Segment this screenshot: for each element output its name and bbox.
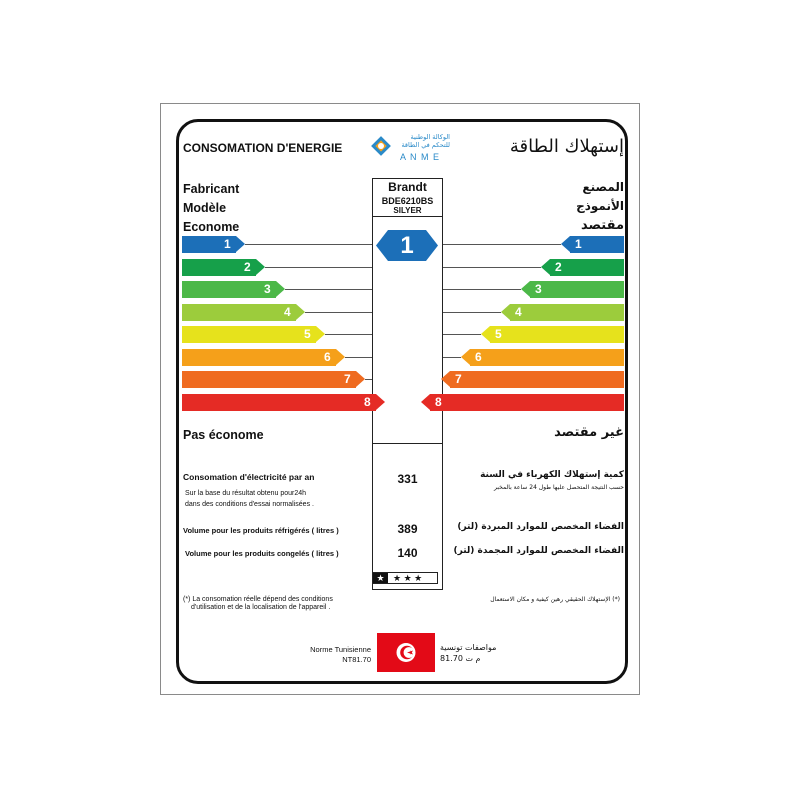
logo-text-latin: A N M E (400, 152, 441, 162)
class-bar-left (182, 394, 385, 411)
class-connector-right (443, 334, 481, 335)
volume-freezer-label: Volume pour les produits congelés ( litres ) (185, 549, 339, 558)
anme-logo-icon (367, 132, 395, 160)
fabricant-label-ar: المصنع (582, 180, 624, 194)
class-bar-right (481, 326, 624, 343)
class-connector-left (325, 334, 372, 335)
class-bar-right (461, 349, 624, 366)
class-bar-left (182, 349, 345, 366)
class-connector-right (443, 244, 561, 245)
modele-label: Modèle (183, 201, 227, 215)
class-bar-right-label: 8 (435, 395, 442, 409)
footnote-fr-1: (*) La consomation réelle dépend des conditions (183, 596, 333, 603)
class-connector-left (265, 267, 372, 268)
volume-fridge-label-ar: الفضاء المخصص للموارد المبردة (لتر) (457, 522, 624, 532)
class-bar-left-label: 5 (304, 327, 311, 341)
scale-divider (372, 443, 443, 444)
class-bar-right (421, 394, 624, 411)
pas-econome-label: Pas économe (183, 428, 264, 442)
model-divider (372, 216, 443, 217)
class-connector-left (245, 244, 372, 245)
class-connector-right (443, 289, 521, 290)
class-bar-left (182, 281, 285, 298)
class-bar-left (182, 236, 245, 253)
class-bar-right (561, 236, 624, 253)
consumption-value: 331 (397, 472, 418, 486)
rating-value: 1 (400, 232, 414, 259)
class-bar-right-label: 6 (475, 350, 482, 364)
norm-fr-2: NT81.70 (342, 655, 371, 664)
title-ar: إستهلاك الطاقة (509, 136, 624, 157)
class-bar-right-label: 1 (575, 237, 582, 251)
econome-label: Econome (183, 220, 240, 234)
class-connector-right (443, 267, 541, 268)
class-bar-right-label: 3 (535, 282, 542, 296)
class-bar-left (182, 326, 325, 343)
volume-freezer-value: 140 (397, 546, 418, 560)
consumption-note-1: Sur la base du résultat obtenu pour24h (185, 490, 307, 497)
econome-label-ar: مقتصد (580, 218, 624, 233)
class-connector-right (443, 312, 501, 313)
class-bar-left-label: 1 (224, 237, 231, 251)
class-bar-left (182, 259, 265, 276)
class-bar-right-label: 4 (515, 305, 522, 319)
modele-label-ar: الأنموذج (576, 199, 624, 213)
fabricant-value: Brandt (388, 180, 427, 194)
modele-value-line1: BDE6210BS (381, 196, 434, 206)
class-connector-left (365, 379, 372, 380)
class-bar-left (182, 371, 365, 388)
norm-fr-1: Norme Tunisienne (310, 645, 371, 654)
class-bar-left-label: 4 (284, 305, 291, 319)
class-bar-right-label: 2 (555, 260, 562, 274)
class-connector-right (443, 357, 461, 358)
class-bar-left-label: 2 (244, 260, 251, 274)
class-bar-right-label: 5 (495, 327, 502, 341)
class-bar-left-label: 6 (324, 350, 331, 364)
class-connector-left (345, 357, 372, 358)
consumption-note-2: dans des conditions d'essai normalisées . (185, 501, 314, 508)
class-bar-left-label: 3 (264, 282, 271, 296)
norm-ar-1: مواصفات تونسية (440, 643, 497, 652)
star-rating (372, 572, 438, 584)
class-bar-right-label: 7 (455, 372, 462, 386)
class-bar-right (501, 304, 624, 321)
consumption-note-ar: حسب النتيجة المتحصل عليها طول 24 ساعة بالمخبر (493, 484, 624, 491)
volume-fridge-label: Volume pour les produits réfrigérés ( litres ) (183, 526, 339, 535)
pas-econome-label-ar: غير مقتصد (554, 425, 624, 440)
consumption-label: Consomation d'électricité par an (183, 472, 315, 482)
star-filled-icon: ★ (373, 573, 388, 583)
class-bar-right (541, 259, 624, 276)
class-bar-right (441, 371, 624, 388)
class-bar-right (521, 281, 624, 298)
footnote-fr-2: d'utilisation et de la localisation de l'appareil . (191, 604, 331, 611)
fabricant-label: Fabricant (183, 182, 240, 196)
modele-value-line2: SILYER (393, 206, 422, 215)
consumption-label-ar: كمية إستهلاك الكهرباء في السنة (480, 470, 624, 480)
logo-text-ar: الوكالة الوطنية للتحكم في الطاقة (401, 133, 450, 149)
class-bar-left-label: 7 (344, 372, 351, 386)
footnote-ar: (*) الإستهلاك الحقيقي رهين كيفية و مكان الاستعمال (490, 596, 620, 603)
title-fr: CONSOMATION D'ENERGIE (183, 141, 343, 155)
volume-freezer-label-ar: الفضاء المخصص للموارد المجمدة (لتر) (453, 546, 624, 556)
class-bar-left-label: 8 (364, 395, 371, 409)
norm-ar-2: م ت 81.70 (440, 654, 481, 663)
class-connector-left (305, 312, 372, 313)
class-bar-left (182, 304, 305, 321)
class-connector-left (285, 289, 372, 290)
volume-fridge-value: 389 (397, 522, 418, 536)
star-empty-icons: ★ ★ ★ (393, 573, 423, 583)
tunisia-flag-icon (377, 633, 435, 672)
